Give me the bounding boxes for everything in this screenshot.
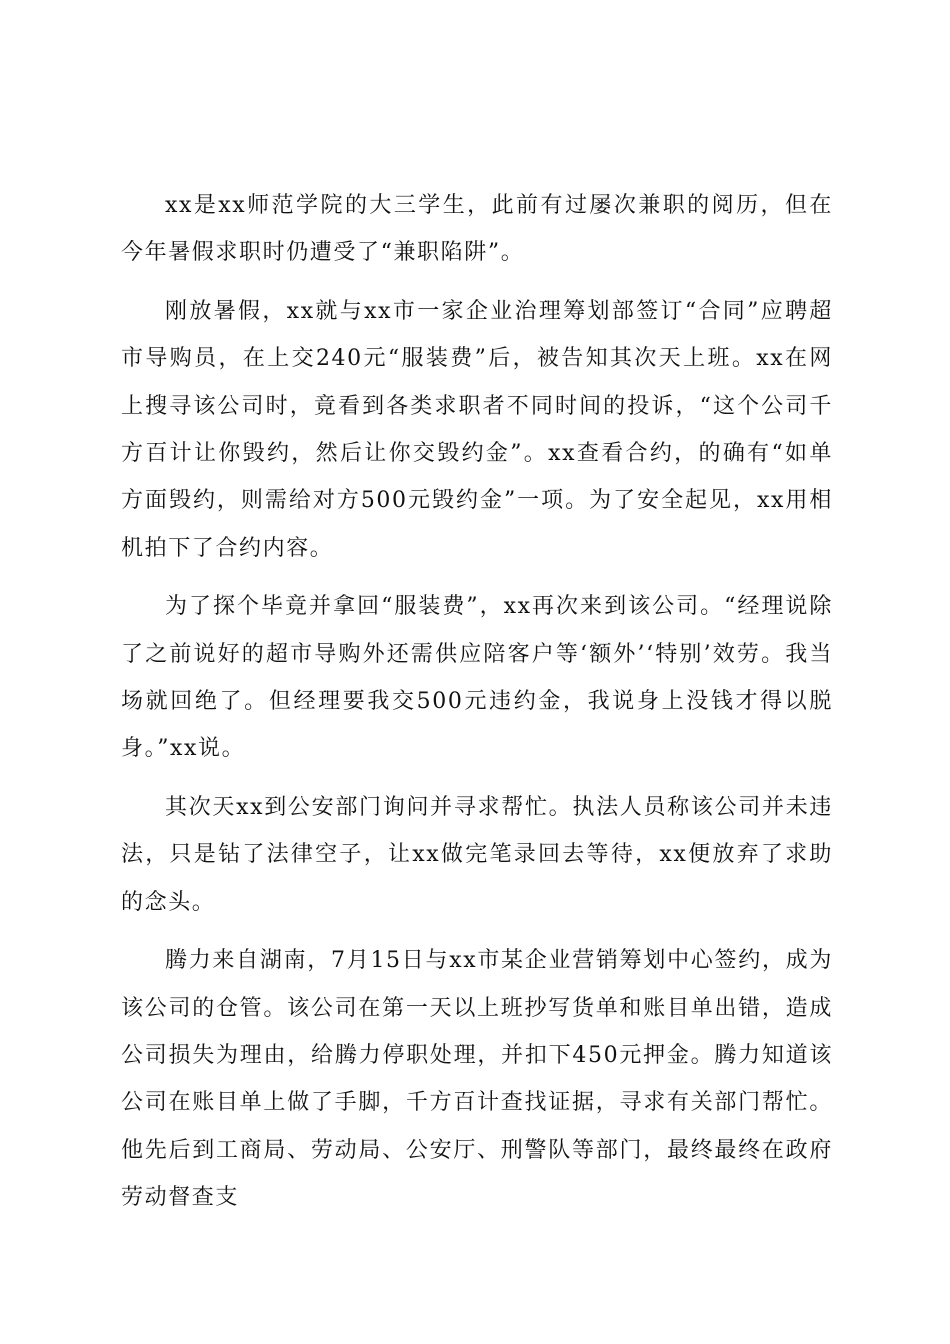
paragraph-4: 其次天xx到公安部门询问并寻求帮忙。执法人员称该公司并未违法，只是钻了法律空子，让xx做完笔录回去等待，xx便放弃了求助的念头。 [121,794,833,915]
paragraph-5: 腾力来自湖南，7月15日与xx市某企业营销筹划中心签约，成为该公司的仓管。该公司在第一天以上班抄写货单和账目单出错，造成公司损失为理由，给腾力停职处理，并扣下450元押金。腾力知道该公司在账目单上做了手脚，千方百计查找证据，寻求有关部门帮忙。他先后到工商局、劳动局、公安厅、刑警队等部门，最终最终在政府劳动督查支 [121,948,833,1211]
paragraph-3: 为了探个毕竟并拿回“服装费”，xx再次来到该公司。“经理说除了之前说好的超市导购外还需供应陪客户等‘额外’‘特别’效劳。我当场就回绝了。但经理要我交500元违约金，我说身上没钱才得以脱身。”xx说。 [121,594,833,762]
document-body [121,182,833,1233]
paragraph-1: xx是xx师范学院的大三学生，此前有过屡次兼职的阅历，但在今年暑假求职时仍遭受了“兼职陷阱”。 [121,193,833,266]
paragraph-2: 刚放暑假，xx就与xx市一家企业治理筹划部签订“合同”应聘超市导购员，在上交240元“服装费”后，被告知其次天上班。xx在网上搜寻该公司时，竟看到各类求职者不同时间的投诉，“这个公司千方百计让你毁约，然后让你交毁约金”。xx查看合约，的确有“如单方面毁约，则需给对方500元毁约金”一项。为了安全起见，xx用相机拍下了合约内容。 [121,298,833,561]
